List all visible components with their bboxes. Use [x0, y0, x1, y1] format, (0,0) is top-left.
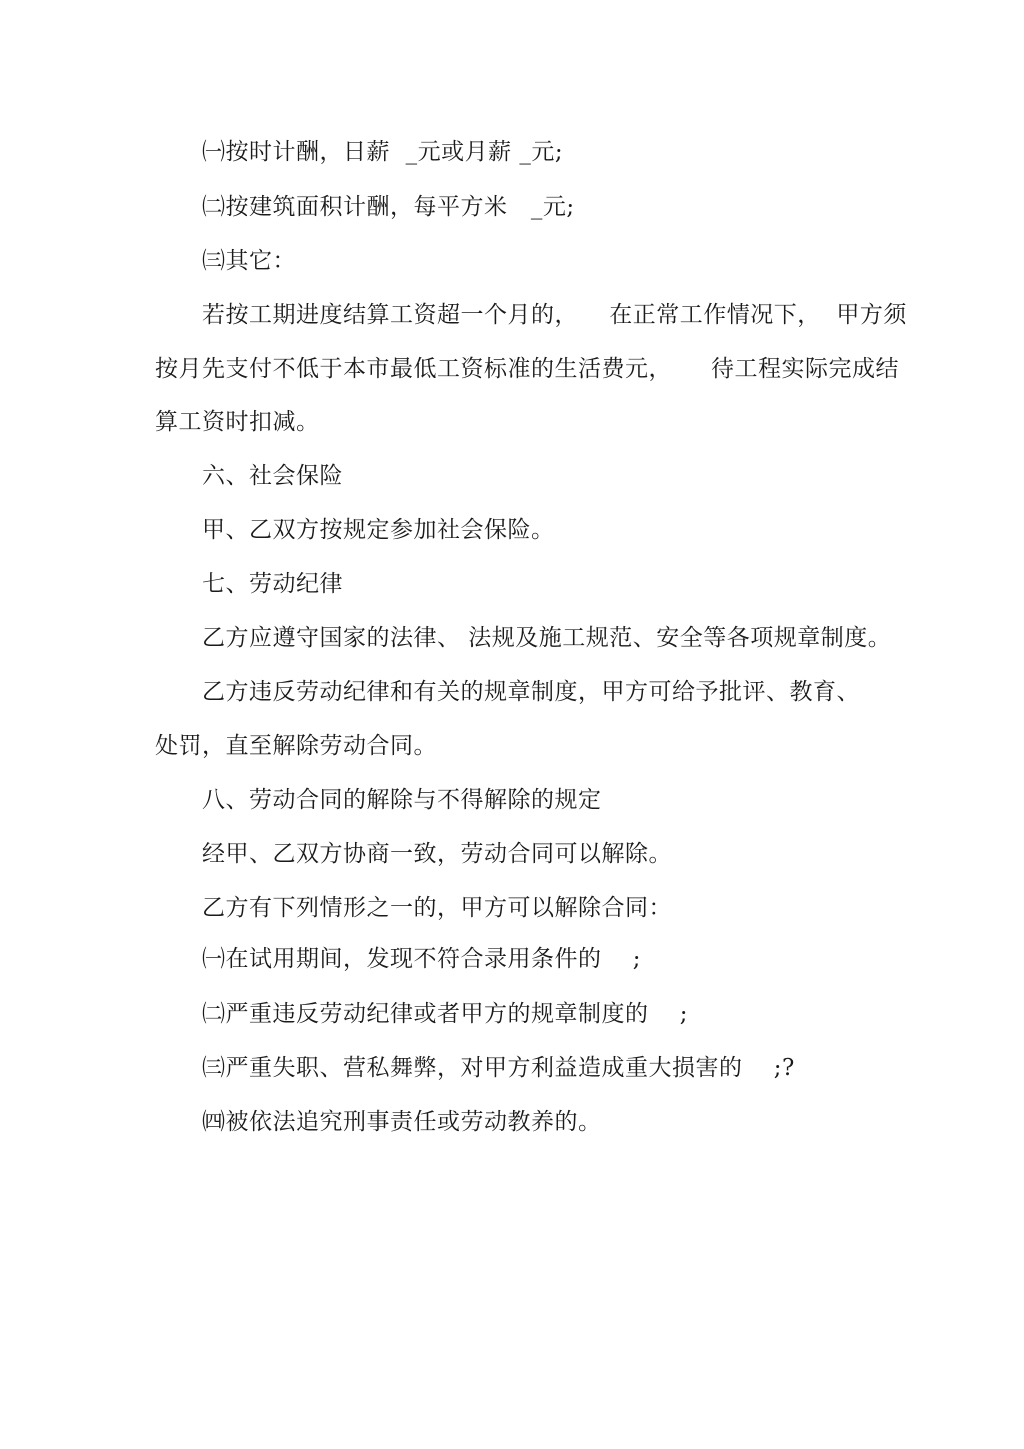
paragraph-settlement-line-2: 按月先支付不低于本市最低工资标准的生活费元， 待工程实际完成结 — [155, 356, 900, 382]
paragraph-obey-laws: 乙方应遵守国家的法律、 法规及施工规范、安全等各项规章制度。 — [202, 625, 892, 651]
condition-item-3: ㈢严重失职、营私舞弊，对甲方利益造成重大损害的 ;? — [202, 1055, 795, 1081]
section-heading-termination: 八、劳动合同的解除与不得解除的规定 — [202, 787, 602, 813]
condition-item-4: ㈣被依法追究刑事责任或劳动教养的。 — [202, 1109, 602, 1135]
paragraph-violation-line-1: 乙方违反劳动纪律和有关的规章制度，甲方可给予批评、教育、 — [202, 679, 860, 705]
clause-pay-by-time: ㈠按时计酬，日薪 _元或月薪 _元; — [202, 139, 564, 165]
paragraph-settlement-line-1: 若按工期进度结算工资超一个月的， 在正常工作情况下， 甲方须 — [202, 302, 907, 328]
condition-item-1: ㈠在试用期间，发现不符合录用条件的 ; — [202, 946, 641, 972]
section-heading-social-insurance: 六、社会保险 — [202, 463, 343, 489]
paragraph-mutual-termination: 经甲、乙双方协商一致，劳动合同可以解除。 — [202, 841, 672, 867]
paragraph-social-insurance: 甲、乙双方按规定参加社会保险。 — [202, 517, 555, 543]
condition-item-2: ㈡严重违反劳动纪律或者甲方的规章制度的 ; — [202, 1001, 688, 1027]
paragraph-settlement-line-3: 算工资时扣减。 — [155, 409, 320, 435]
clause-pay-by-area: ㈡按建筑面积计酬，每平方米 _元; — [202, 194, 575, 220]
paragraph-termination-conditions: 乙方有下列情形之一的，甲方可以解除合同： — [202, 895, 672, 921]
clause-pay-other: ㈢其它： — [202, 248, 296, 274]
section-heading-labor-discipline: 七、劳动纪律 — [202, 571, 343, 597]
paragraph-violation-line-2: 处罚，直至解除劳动合同。 — [155, 733, 437, 759]
